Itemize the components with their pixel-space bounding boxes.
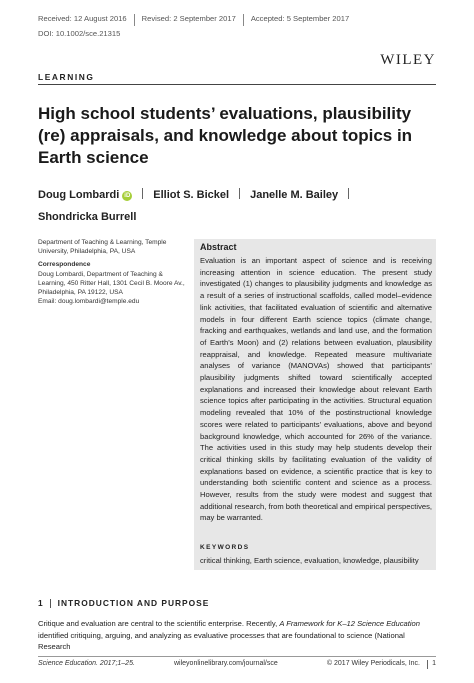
author-separator bbox=[142, 188, 143, 199]
footer-divider bbox=[38, 656, 436, 657]
author-3[interactable]: Janelle M. Bailey bbox=[250, 189, 339, 201]
author-separator bbox=[348, 188, 349, 199]
affiliation-dept: Department of Teaching & Learning, Temple University, Philadelphia, PA, USA bbox=[38, 239, 167, 256]
author-separator bbox=[239, 188, 240, 199]
keywords-heading: KEYWORDS bbox=[200, 544, 250, 551]
copyright-notice: © 2017 Wiley Periodicals, Inc. bbox=[326, 660, 420, 667]
author-2[interactable]: Elliot S. Bickel bbox=[153, 189, 230, 201]
orcid-icon[interactable]: iD bbox=[124, 193, 131, 199]
correspondence-address: Doug Lombardi, Department of Teaching & Learning, 450 Ritter Hall, 1301 Cecil B. Moore Av., Philadelphia, PA 19122, USA bbox=[38, 270, 185, 297]
intro-paragraph: Critique and evaluation are central to the scientific enterprise. Recently, A Framework for K–12 Science Education identified critiquing, arguing, and analyzing as evaluative processes that are foundational to science (National Research bbox=[38, 619, 421, 651]
intro-heading bbox=[38, 598, 209, 608]
history-dates bbox=[38, 14, 436, 26]
doi-link[interactable]: DOI: 10.1002/sce.21315 bbox=[38, 29, 121, 38]
article-title: High school students’ evaluations, plausibility (re) appraisals, and knowledge about topics in Earth science bbox=[38, 104, 413, 167]
section-label: LEARNING bbox=[38, 72, 95, 82]
section-number: 1 bbox=[38, 599, 51, 608]
journal-citation: Science Education. 2017;1–25. bbox=[38, 660, 135, 667]
journal-url[interactable]: wileyonlinelibrary.com/journal/sce bbox=[174, 660, 278, 667]
accepted-date: Accepted: 5 September 2017 bbox=[250, 14, 350, 23]
correspondence-heading: Correspondence bbox=[38, 261, 91, 269]
author-list bbox=[38, 184, 438, 228]
abstract-text: Evaluation is an important aspect of science and is receiving increasing attention in science education. The present study investigated (1) changes to plausibility judgments and knowledge as a result of a series of instructional scaffolds, called model–evidence link activities, that facilitated evaluation of scientific and alternative models in four different Earth science topics (climate change, fracking and earthquakes, wetlands and land use, and the formation of Earth’s Moon) and (2) relations between evaluation, plausibility reappraisal, and knowledge. Repeated measure multivariate analyses of variance (MANOVAs) showed that participants’ plausibility judgments shifted toward scientifically accepted explanations and increased their knowledge about relevant Earth science topics after participating in the activities. Structural equation modeling revealed that 10% of the postinstructional knowledge scores were related to participants’ evaluations, above and beyond background knowledge, which accounted for 26% of the variance. The activities used in this study may help students develop their critical thinking skills by facilitating evaluation of the validity of explanations based on evidence, a scientific practice that is key to understanding both scientific content and science as a process. However, results from the study were modest and suggest that additional research, from both theoretical and empirical perspectives, may be warranted. bbox=[200, 256, 432, 523]
footer-separator bbox=[427, 660, 428, 669]
received-date: Received: 12 August 2016 bbox=[38, 14, 135, 26]
affiliation-block bbox=[38, 238, 188, 306]
author-4[interactable]: Shondricka Burrell bbox=[38, 211, 137, 223]
keywords-list: critical thinking, Earth science, evaluation, knowledge, plausibility bbox=[200, 556, 419, 565]
section-divider bbox=[38, 84, 436, 85]
correspondence-email[interactable]: Email: doug.lombardi@temple.edu bbox=[38, 298, 140, 306]
author-1[interactable]: Doug Lombardi iD bbox=[38, 189, 131, 201]
revised-date: Revised: 2 September 2017 bbox=[142, 14, 244, 26]
abstract-heading: Abstract bbox=[200, 242, 237, 252]
framework-title: A Framework for K–12 Science Education bbox=[279, 619, 421, 628]
page-number: 1 bbox=[432, 660, 436, 667]
publisher-logo: WILEY bbox=[380, 52, 436, 68]
section-title: INTRODUCTION AND PURPOSE bbox=[57, 598, 210, 608]
